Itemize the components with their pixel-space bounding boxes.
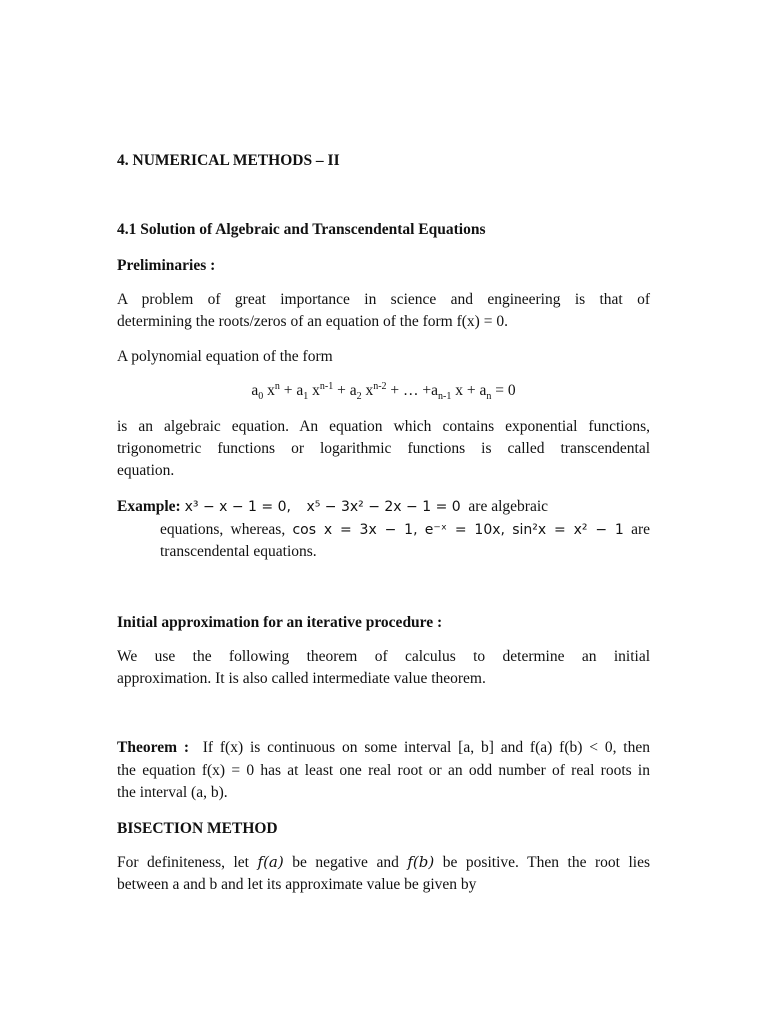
example-eq-5: sin²x = x² − 1 [512,522,624,538]
preliminaries-line-2: determining the roots/zeros of an equation of the form f(x) = 0. [117,313,508,330]
f-of-b: f(b) [407,853,435,871]
bisection-line-2: between a and b and let its approximate value be given by [117,876,477,893]
section-title: 4.1 Solution of Algebraic and Transcendental Equations [117,221,486,238]
theorem-line-1: Theorem : If f(x) is continuous on some interval [a, b] and f(a) f(b) < 0, then [117,739,650,756]
initial-approx-line-2: approximation. It is also called intermediate value theorem. [117,670,486,687]
example-eq-4: e⁻ˣ = 10x, [424,522,505,538]
theorem-line-3: the interval (a, b). [117,784,228,801]
f-of-a: f(a) [257,853,284,871]
example-eq-3: cos x = 3x − 1, [292,522,418,538]
algebraic-def-line-2: trigonometric functions or logarithmic functions is called transcendental [117,440,650,457]
algebraic-def-line-1: is an algebraic equation. An equation which contains exponential functions, [117,418,650,435]
theorem-line-2: the equation f(x) = 0 has at least one real root or an odd number of real roots in [117,762,650,779]
theorem-label: Theorem : [117,739,189,756]
example-eq-1: x³ − x − 1 = 0, [184,499,291,515]
algebraic-def-line-3: equation. [117,462,175,479]
preliminaries-heading: Preliminaries : [117,257,216,274]
bisection-line-1: For definiteness, let f(a) be negative and f(b) be positive. Then the root lies [117,853,650,871]
polynomial-intro: A polynomial equation of the form [117,348,333,365]
example-line-2: equations, whereas, cos x = 3x − 1, e⁻ˣ = 10x, sin²x = x² − 1 are [160,521,650,538]
polynomial-equation: $a_0$ $x^n + a_1$ $x^{n-1} + a_2$ $x^{n-2}$ + … $+a_{n-1}$ $x + a_n = 0$ [251,380,516,403]
bisection-heading: BISECTION METHOD [117,820,278,837]
example-line-3: transcendental equations. [160,543,317,560]
chapter-title: 4. NUMERICAL METHODS – II [117,152,340,169]
preliminaries-line-1: A problem of great importance in science and engineering is that of [117,291,650,308]
example-label: Example: [117,498,181,515]
initial-approx-heading: Initial approximation for an iterative procedure : [117,614,443,631]
example-line-1: Example: x³ − x − 1 = 0, x⁵ − 3x² − 2x − 1 = 0 are algebraic [117,498,549,515]
initial-approx-line-1: We use the following theorem of calculus to determine an initial [117,648,650,665]
example-eq-2: x⁵ − 3x² − 2x − 1 = 0 [306,499,461,515]
